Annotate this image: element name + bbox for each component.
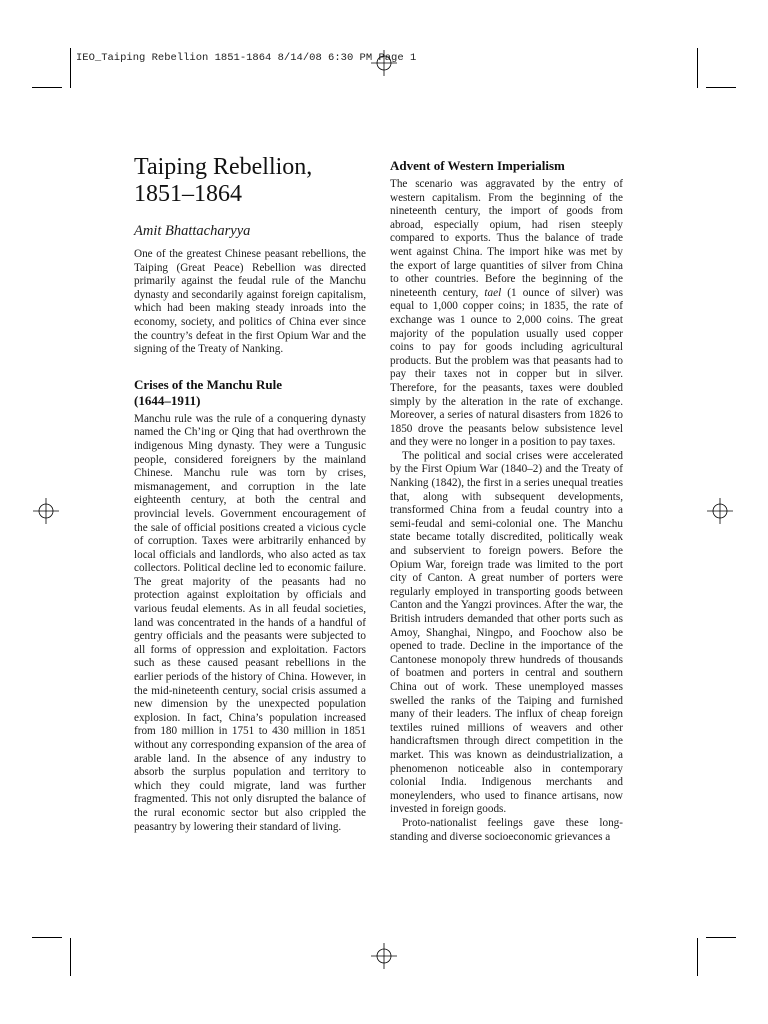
crop-mark-top-right-horizontal xyxy=(706,87,736,88)
intro-paragraph: One of the greatest Chinese peasant rebellions, the Taiping (Great Peace) Rebellion was directed primarily against the feudal rule of the Manchu dynasty and secondarily against foreign capitalism, which had been making steady inroads into the economy, society, and politics of China ever since the country’s defeat in the first Opium War and the signing of the Treaty of Nanking. xyxy=(134,248,366,356)
paragraph-1-text-b: (1 ounce of silver) was equal to 1,000 copper coins; in 1835, the rate of exchange was 1 ounce to 2,000 coins. The great majority of the population usually used copper coins to pay for goods including agricultural products. But the problem was that peasants had to pay their taxes not in copper but in silver. Therefore, for the peasants, taxes were doubled simply by the alteration in the rate of exchange. Moreover, a series of natural disasters from 1826 to 1850 drove the peasants below subsistence level and they were no longer in a position to pay taxes. xyxy=(390,286,623,449)
article-author: Amit Bhattacharyya xyxy=(134,223,251,239)
crop-mark-bottom-right-vertical xyxy=(697,938,698,976)
paragraph-1-text-a: The scenario was aggravated by the entry of western capitalism. From the beginning of the nineteenth century, the import of goods from abroad, especially opium, had risen steeply compared to exports. Thus the balance of trade went against China. The import hike was met by the export of large quantities of silver from China to other countries. Before the beginning of the nineteenth century, xyxy=(390,178,623,299)
imperialism-paragraph-1 xyxy=(390,178,623,450)
article-title-line1: Taiping Rebellion, xyxy=(134,154,313,180)
manchu-rule-paragraph: Manchu rule was the rule of a conquering dynasty named the Ch’ing or Qing that had overthrown the indigenous Ming dynasty. They were a Tungusic people, considered foreigners by the mainland Chinese. Manchu rule was torn by crises, mismanagement, and corruption in the late eighteenth century, at both the central and provincial levels. Government encouragement of the sale of official positions created a vicious cycle of corruption. Taxes were arbitrarily enhanced by local officials and landlords, who also acted as tax collectors. Political decline led to economic failure. The great majority of the peasants had no protection against exploitation by officials and various feudal elements. As in all feudal societies, land was concentrated in the hands of a handful of gentry officials and the peasants were subjected to all forms of oppression and exploitation. Factors such as these caused peasant rebellions in the earlier periods of the history of China. However, in the mid-nineteenth century, social crisis assumed a new dimension by the unexpected population explosion. In fact, China’s population increased from 180 million in 1751 to 430 million in 1851 without any corresponding expansion of the area of arable land. In the absence of any industry to absorb the surplus population and territory to which they could migrate, land was further fragmented. This not only disrupted the balance of the rural economic sector but also crippled the peasantry by lowering their standard of living. xyxy=(134,412,366,833)
article-title xyxy=(134,154,366,208)
crop-mark-bottom-left-vertical xyxy=(70,938,71,976)
crop-mark-top-left-vertical xyxy=(70,48,71,88)
left-column xyxy=(134,152,366,834)
registration-mark-bottom-icon xyxy=(371,943,397,969)
registration-mark-top-icon xyxy=(371,50,397,76)
imperialism-paragraph-3: Proto-nationalist feelings gave these long-standing and diverse socioeconomic grievances a xyxy=(390,816,623,843)
article-title-line2: 1851–1864 xyxy=(134,181,242,207)
crop-mark-top-right-vertical xyxy=(697,48,698,88)
crop-mark-bottom-right-horizontal xyxy=(706,937,736,938)
imperialism-paragraph-2: The political and social crises were accelerated by the First Opium War (1840–2) and the Treaty of Nanking (1842), the first in a series unequal treaties that, along with subsequent developments, transformed China from a feudal country into a semi-feudal and semi-colonial one. The Manchu state became totally discredited, politically weak and subservient to foreign powers. Before the Opium War, foreign trade was limited to the port city of Canton. A great number of porters were regularly employed in transporting goods between Canton and the Yangzi provinces. After the war, the British intruders demanded that other ports such as Amoy, Shanghai, Ningpo, and Foochow also be opened to trade. Decline in the importance of the Cantonese monopoly threw hundreds of thousands of boatmen and porters in central and southern China out of work. These unemployed masses swelled the ranks of the Taiping and furnished many of their leaders. The influx of cheap foreign textiles ruined millions of weavers and other handicraftsmen through direct competition in the market. This was known as deindustrialization, a phenomenon noticeable also in contemporary colonial India. Indigenous merchants and moneylenders, who used to finance artisans, now invested in foreign goods. xyxy=(390,449,623,816)
tael-term: tael xyxy=(484,286,502,299)
print-slug-line: IEO_Taiping Rebellion 1851-1864 8/14/08 6:30 PM Page 1 xyxy=(76,52,417,64)
right-column xyxy=(390,152,623,844)
registration-mark-left-icon xyxy=(33,498,59,524)
crop-mark-top-left-horizontal xyxy=(32,87,62,88)
crop-mark-bottom-left-horizontal xyxy=(32,937,62,938)
section-heading-manchu-rule-line2: (1644–1911) xyxy=(134,392,201,408)
registration-mark-right-icon xyxy=(707,498,733,524)
section-heading-manchu-rule xyxy=(134,377,366,409)
section-heading-manchu-rule-line1: Crises of the Manchu Rule xyxy=(134,376,283,392)
section-heading-western-imperialism: Advent of Western Imperialism xyxy=(390,158,565,173)
